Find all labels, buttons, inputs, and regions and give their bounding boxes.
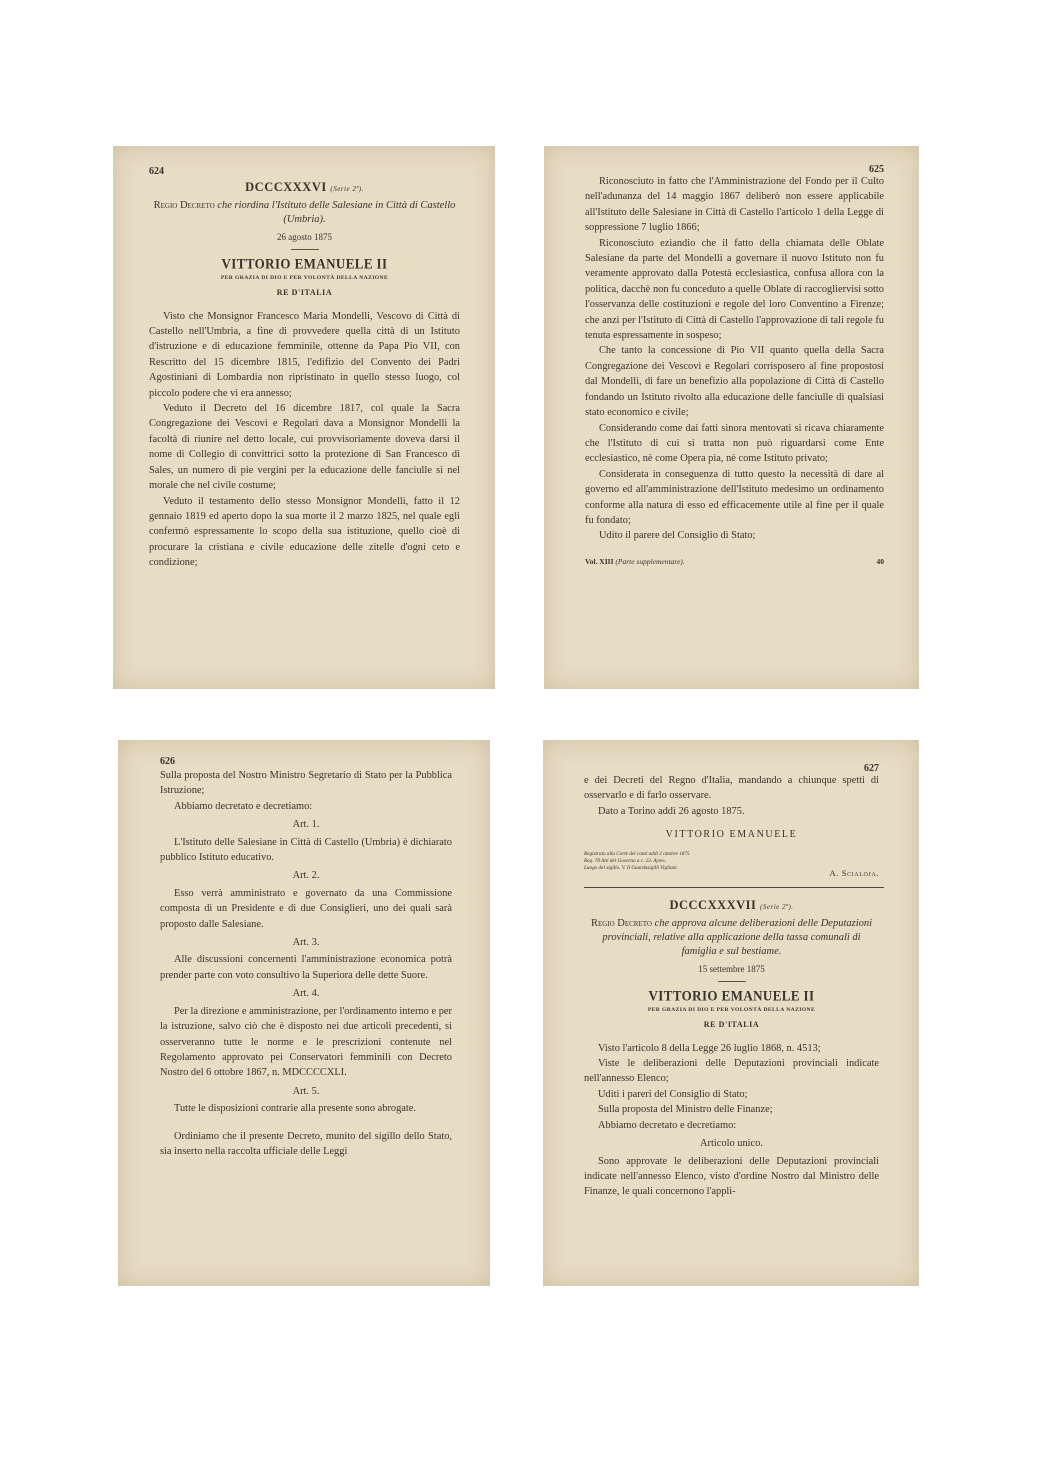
decree-title	[149, 180, 460, 197]
paragraph: Considerando come dai fatti sinora mentovati si ricava chiaramente che l'Istituto di cui si tratta non può riguardarsi come Ente ecclesiastico, nè come Opera pia, nè come Istituto privato;	[585, 422, 884, 465]
subtitle-caps: Regio Decreto	[153, 200, 215, 212]
page-footer	[585, 554, 884, 569]
re-italia: RE D'ITALIA	[703, 1020, 760, 1030]
registration-line: Registrato alla Corte dei conti addì 2 ottobre 1875	[584, 850, 690, 857]
footer-part: (Parte supplementare).	[615, 556, 685, 566]
paragraph: Abbiamo decretato e decretiamo:	[598, 1119, 737, 1131]
article-text: Alle discussioni concernenti l'amministrazione economica potrà prender parte con voto consultivo la Superiora delle dette Suore.	[160, 954, 452, 981]
paragraph: e dei Decreti del Regno d'Italia, mandando a chiunque spetti di osservarlo e di farlo osservare.	[584, 775, 879, 802]
re-italia: RE D'ITALIA	[276, 288, 333, 298]
article-text: L'Istituto delle Salesiane in Città di Castello (Umbria) è dichiarato pubblico Istituto educativo.	[160, 836, 452, 864]
footer-volume: Vol. XIII	[585, 556, 614, 566]
decree-subtitle	[149, 199, 460, 227]
paragraph: Veduto il testamento dello stesso Monsignor Mondelli, fatto il 12 gennaio 1819 ed aperto dopo la sua morte il 2 marzo 1825, nel quale egli confermò espressamente lo scopo della sua istituzione, quello cioè di procurare la cristiana e civile educazione delle zitelle d'ogni ceto e condizione;	[149, 495, 460, 569]
paragraph: Udito il parere del Consiglio di Stato;	[599, 530, 756, 542]
divider	[291, 249, 319, 250]
article-label: Art. 3.	[292, 937, 320, 949]
subtitle-text: che riordina l'Istituto delle Salesiane in Città di Castello (Umbria).	[217, 200, 456, 226]
decree-serie: (Serie 2ª).	[760, 903, 794, 912]
footer-signature: 40	[876, 556, 884, 566]
grace-line: PER GRAZIA DI DIO E PER VOLONTÀ DELLA NAZIONE	[647, 1007, 816, 1014]
subtitle-caps: Regio Decreto	[590, 918, 652, 930]
paragraph: Visto che Monsignor Francesco Maria Mondelli, Vescovo di Città di Castello nell'Umbria, a fine di provvedere quella città di un Istituto d'istruzione e di educazione femminile, ottenne da Papa Pio VII, con Rescritto del 15 dicembre 1815, l'edifizio del Convento dei Padri Agostiniani di Lombardia non ripristinato in quello stesso luogo, col piccolo podere che vi era annesso;	[149, 310, 460, 399]
registration-line: Luogo del sigillo. V. Il Guardasigilli Vigliani.	[584, 864, 679, 871]
article-label: Art. 1.	[292, 819, 320, 831]
king-heading: VITTORIO EMANUELE II	[221, 254, 388, 272]
paragraph: Sulla proposta del Nostro Ministro Segretario di Stato per la Pubblica Istruzione;	[160, 770, 452, 797]
page-number: 627	[864, 763, 879, 774]
paragraph: Sulla proposta del Ministro delle Finanze;	[598, 1104, 773, 1116]
page-626	[118, 740, 490, 1286]
article-text: Sono approvate le deliberazioni delle Deputazioni provinciali indicate nell'annesso Elenco, visto d'ordine Nostro dal Ministro delle Finanze, le quali concernono l'appli-	[584, 1155, 879, 1198]
divider	[718, 981, 746, 982]
article-label: Art. 2.	[292, 870, 320, 882]
paragraph: Uditi i pareri del Consiglio di Stato;	[598, 1088, 748, 1100]
decree-date: 26 agosto 1875	[277, 232, 332, 243]
closing-paragraph: Ordiniamo che il presente Decreto, munito del sigillo dello Stato, sia inserto nella raccolta ufficiale delle Leggi	[160, 1130, 452, 1157]
registration-line: Reg. 78 Atti del Governo a c. 23. Ayres.	[584, 857, 667, 864]
article-text: Per la direzione e amministrazione, per l'ordinamento interno e per la istruzione, salvo ciò che è disposto nei due articoli precedenti, si osserveranno tutte le norme e le prescrizioni contenute nel Regolamento approvato pei Conservatori femminili con Decreto Nostro del 6 ottobre 1867, n. MDCCCCXLI.	[160, 1005, 452, 1079]
paragraph: Visto l'articolo 8 della Legge 26 luglio 1868, n. 4513;	[598, 1042, 821, 1054]
article-label: Articolo unico.	[700, 1138, 763, 1150]
page-number: 626	[160, 756, 175, 767]
page-number: 624	[149, 166, 164, 177]
minister-signature: A. Scialoja.	[829, 867, 879, 878]
decree-serie: (Serie 2ª).	[330, 185, 364, 193]
page-624	[113, 146, 495, 689]
decree-number: DCCCXXXVII	[669, 898, 757, 913]
paragraph: Viste le deliberazioni delle Deputazioni provinciali indicate nell'annesso Elenco;	[584, 1058, 879, 1085]
paragraph: Abbiamo decretato e decretiamo:	[174, 800, 313, 812]
divider	[584, 887, 884, 888]
decree-title	[584, 898, 879, 915]
grace-line: PER GRAZIA DI DIO E PER VOLONTÀ DELLA NAZIONE	[220, 275, 389, 282]
article-text: Tutte le disposizioni contrarie alla presente sono abrogate.	[174, 1103, 416, 1115]
article-text: Esso verrà amministrato e governato da una Commissione composta di un Presidente e di due Consiglieri, uno dei quali sarà proposto dalle Salesiane.	[160, 887, 452, 930]
royal-signature: VITTORIO EMANUELE	[665, 829, 798, 841]
king-heading: VITTORIO EMANUELE II	[648, 986, 815, 1004]
decree-number: DCCCXXXVI	[245, 180, 327, 194]
dated-line: Dato a Torino addì 26 agosto 1875.	[598, 805, 745, 817]
article-label: Art. 5.	[292, 1085, 320, 1097]
paragraph: Riconosciuto in fatto che l'Amministrazione del Fondo per il Culto nell'adunanza del 14 maggio 1867 deliberò non essere applicabile all'Istituto delle Salesiane in Città di Castello l'articolo 1 della Legge di soppressione 7 luglio 1866;	[585, 176, 884, 234]
paragraph: Veduto il Decreto del 16 dicembre 1817, col quale la Sacra Congregazione dei Vescovi e Regolari dava a Monsignor Mondelli la facoltà di riunire nel detto locale, cui provvisoriamente doveva darsi il nome di Collegio di convittrici sotto la protezione di San Francesco di Sales, un numero di pie vergini per la educazione delle fanciulle sì nel morale che nel civile costume;	[149, 403, 460, 492]
article-label: Art. 4.	[292, 988, 320, 1000]
page-number: 625	[869, 164, 884, 175]
paragraph: Riconosciuto eziandio che il fatto della chiamata delle Oblate Salesiane da parte del Mondelli a governare il nuovo Istituto non fu veramente approvato dalla Potestà ecclesiastica, confusa allora con la politica, dacchè non fu conceduto a quelle Oblate di raccogliervisi sotto l'osservanza delle costituzioni e regole del loro Conventino a Firenze; che anzi per l'Istituto di Città di Castello l'approvazione di tali regole fu tenuta espressamente in sospeso;	[585, 237, 884, 342]
page-627	[543, 740, 919, 1286]
paragraph: Considerata in conseguenza di tutto questo la necessità di dare al governo ed all'amministrazione dell'Istituto medesimo un ordinamento conforme alla natura di esso ed efficacemente utile al fine per il quale fu fondato;	[585, 468, 884, 526]
decree-subtitle	[584, 917, 879, 959]
decree-date: 15 settembre 1875	[698, 964, 765, 975]
subtitle-text: che approva alcune deliberazioni delle Deputazioni provinciali, relative alla applicazione della tassa comunali di famiglia e sul bestiame.	[602, 918, 873, 958]
paragraph: Che tanto la concessione di Pio VII quanto quella della Sacra Congregazione dei Vescovi e Regolari corrisposero al fine propostosi dal Mondelli, di fare un benefizio alla popolazione di Città di Castello fondando un Istituto rivolto alla educazione delle fanciulle di qualsiasi stato economico e civile;	[585, 345, 884, 419]
page-625	[544, 146, 919, 689]
